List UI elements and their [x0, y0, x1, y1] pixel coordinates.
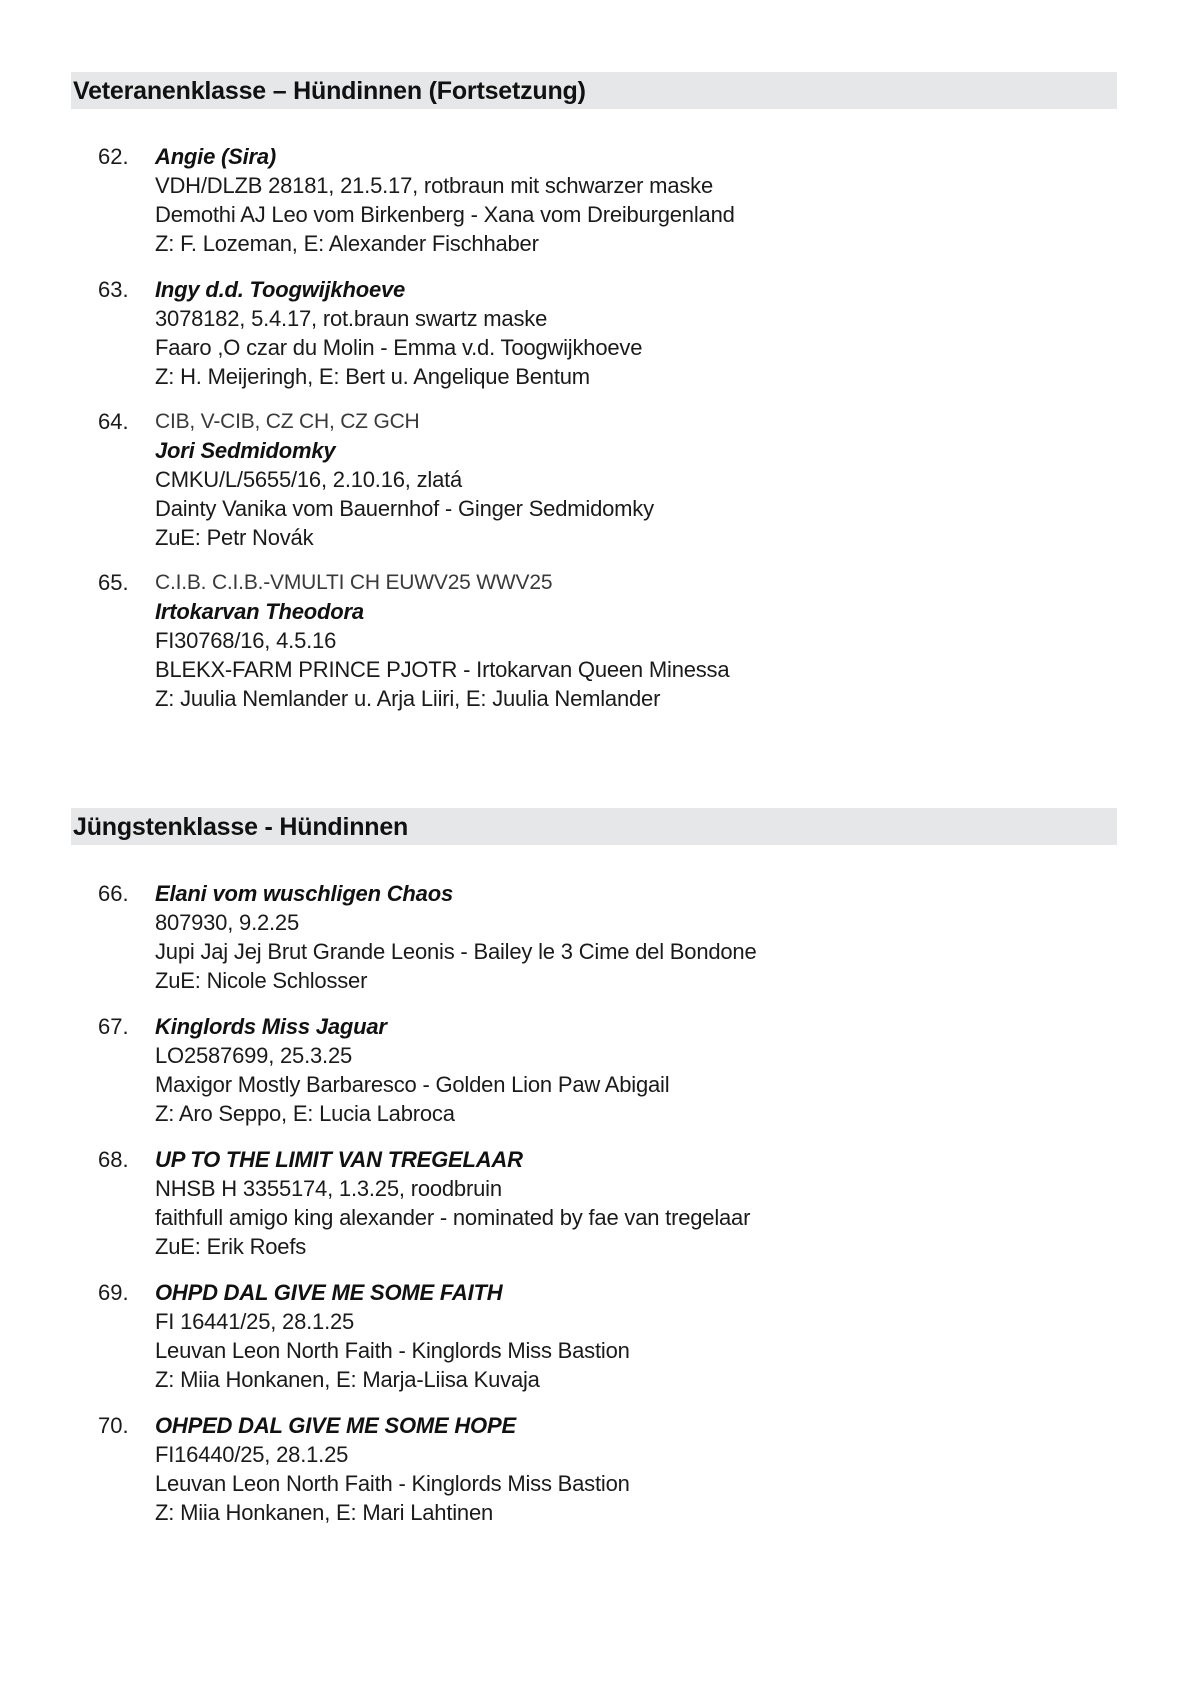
section-header-juengstenklasse: Jüngstenklasse - Hündinnen [71, 808, 1117, 845]
entry-number: 64. [98, 409, 129, 434]
breeder-owner: ZuE: Erik Roefs [155, 1234, 307, 1259]
parents: Maxigor Mostly Barbaresco - Golden Lion Paw Abigail [155, 1072, 670, 1097]
dog-titles: C.I.B. C.I.B.-VMULTI CH EUWV25 WWV25 [155, 571, 553, 594]
entry-number: 68. [98, 1147, 129, 1172]
breeder-owner: Z: F. Lozeman, E: Alexander Fischhaber [155, 231, 539, 256]
parents: Faaro ,O czar du Molin - Emma v.d. Toogwijkhoeve [155, 335, 643, 360]
parents: faithfull amigo king alexander - nominated by fae van tregelaar [155, 1205, 751, 1230]
dog-name: UP TO THE LIMIT VAN TREGELAAR [155, 1147, 523, 1172]
dog-name: OHPED DAL GIVE ME SOME HOPE [155, 1413, 516, 1438]
dog-name: Jori Sedmidomky [155, 438, 336, 463]
registration-info: CMKU/L/5655/16, 2.10.16, zlatá [155, 467, 463, 492]
section-header-veteranenklasse: Veteranenklasse – Hündinnen (Fortsetzung) [71, 72, 1117, 109]
entry-number: 65. [98, 570, 129, 595]
dog-name: Ingy d.d. Toogwijkhoeve [155, 277, 406, 302]
dog-name: Irtokarvan Theodora [155, 599, 364, 624]
catalog-entry [98, 142, 1098, 258]
dog-name: Angie (Sira) [155, 144, 277, 169]
parents: BLEKX-FARM PRINCE PJOTR - Irtokarvan Queen Minessa [155, 657, 730, 682]
parents: Dainty Vanika vom Bauernhof - Ginger Sedmidomky [155, 496, 654, 521]
registration-info: 807930, 9.2.25 [155, 910, 300, 935]
parents: Leuvan Leon North Faith - Kinglords Miss Bastion [155, 1338, 630, 1363]
registration-info: NHSB H 3355174, 1.3.25, roodbruin [155, 1176, 502, 1201]
parents: Leuvan Leon North Faith - Kinglords Miss Bastion [155, 1471, 630, 1496]
breeder-owner: Z: Miia Honkanen, E: Marja-Liisa Kuvaja [155, 1367, 540, 1392]
catalog-entry [98, 1411, 1098, 1527]
entry-number: 69. [98, 1280, 129, 1305]
breeder-owner: Z: Aro Seppo, E: Lucia Labroca [155, 1101, 455, 1126]
dog-name: OHPD DAL GIVE ME SOME FAITH [155, 1280, 503, 1305]
catalog-entry [98, 407, 1098, 552]
catalog-entry [98, 1012, 1098, 1128]
breeder-owner: ZuE: Petr Novák [155, 525, 314, 550]
entry-number: 66. [98, 881, 129, 906]
entry-number: 67. [98, 1014, 129, 1039]
dog-name: Elani vom wuschligen Chaos [155, 881, 453, 906]
registration-info: LO2587699, 25.3.25 [155, 1043, 353, 1068]
registration-info: FI30768/16, 4.5.16 [155, 628, 337, 653]
parents: Demothi AJ Leo vom Birkenberg - Xana vom Dreiburgenland [155, 202, 735, 227]
catalog-entry [98, 879, 1098, 995]
entry-number: 63. [98, 277, 129, 302]
registration-info: VDH/DLZB 28181, 21.5.17, rotbraun mit schwarzer maske [155, 173, 713, 198]
parents: Jupi Jaj Jej Brut Grande Leonis - Bailey le 3 Cime del Bondone [155, 939, 757, 964]
entry-number: 62. [98, 144, 129, 169]
registration-info: 3078182, 5.4.17, rot.braun swartz maske [155, 306, 548, 331]
breeder-owner: Z: H. Meijeringh, E: Bert u. Angelique Bentum [155, 364, 590, 389]
catalog-entry [98, 568, 1098, 713]
dog-name: Kinglords Miss Jaguar [155, 1014, 387, 1039]
registration-info: FI16440/25, 28.1.25 [155, 1442, 349, 1467]
registration-info: FI 16441/25, 28.1.25 [155, 1309, 355, 1334]
entry-number: 70. [98, 1413, 129, 1438]
catalog-entry [98, 1145, 1098, 1261]
dog-titles: CIB, V-CIB, CZ CH, CZ GCH [155, 410, 420, 433]
breeder-owner: ZuE: Nicole Schlosser [155, 968, 368, 993]
breeder-owner: Z: Miia Honkanen, E: Mari Lahtinen [155, 1500, 494, 1525]
catalog-entry [98, 275, 1098, 391]
breeder-owner: Z: Juulia Nemlander u. Arja Liiri, E: Juulia Nemlander [155, 686, 661, 711]
catalog-entry [98, 1278, 1098, 1394]
